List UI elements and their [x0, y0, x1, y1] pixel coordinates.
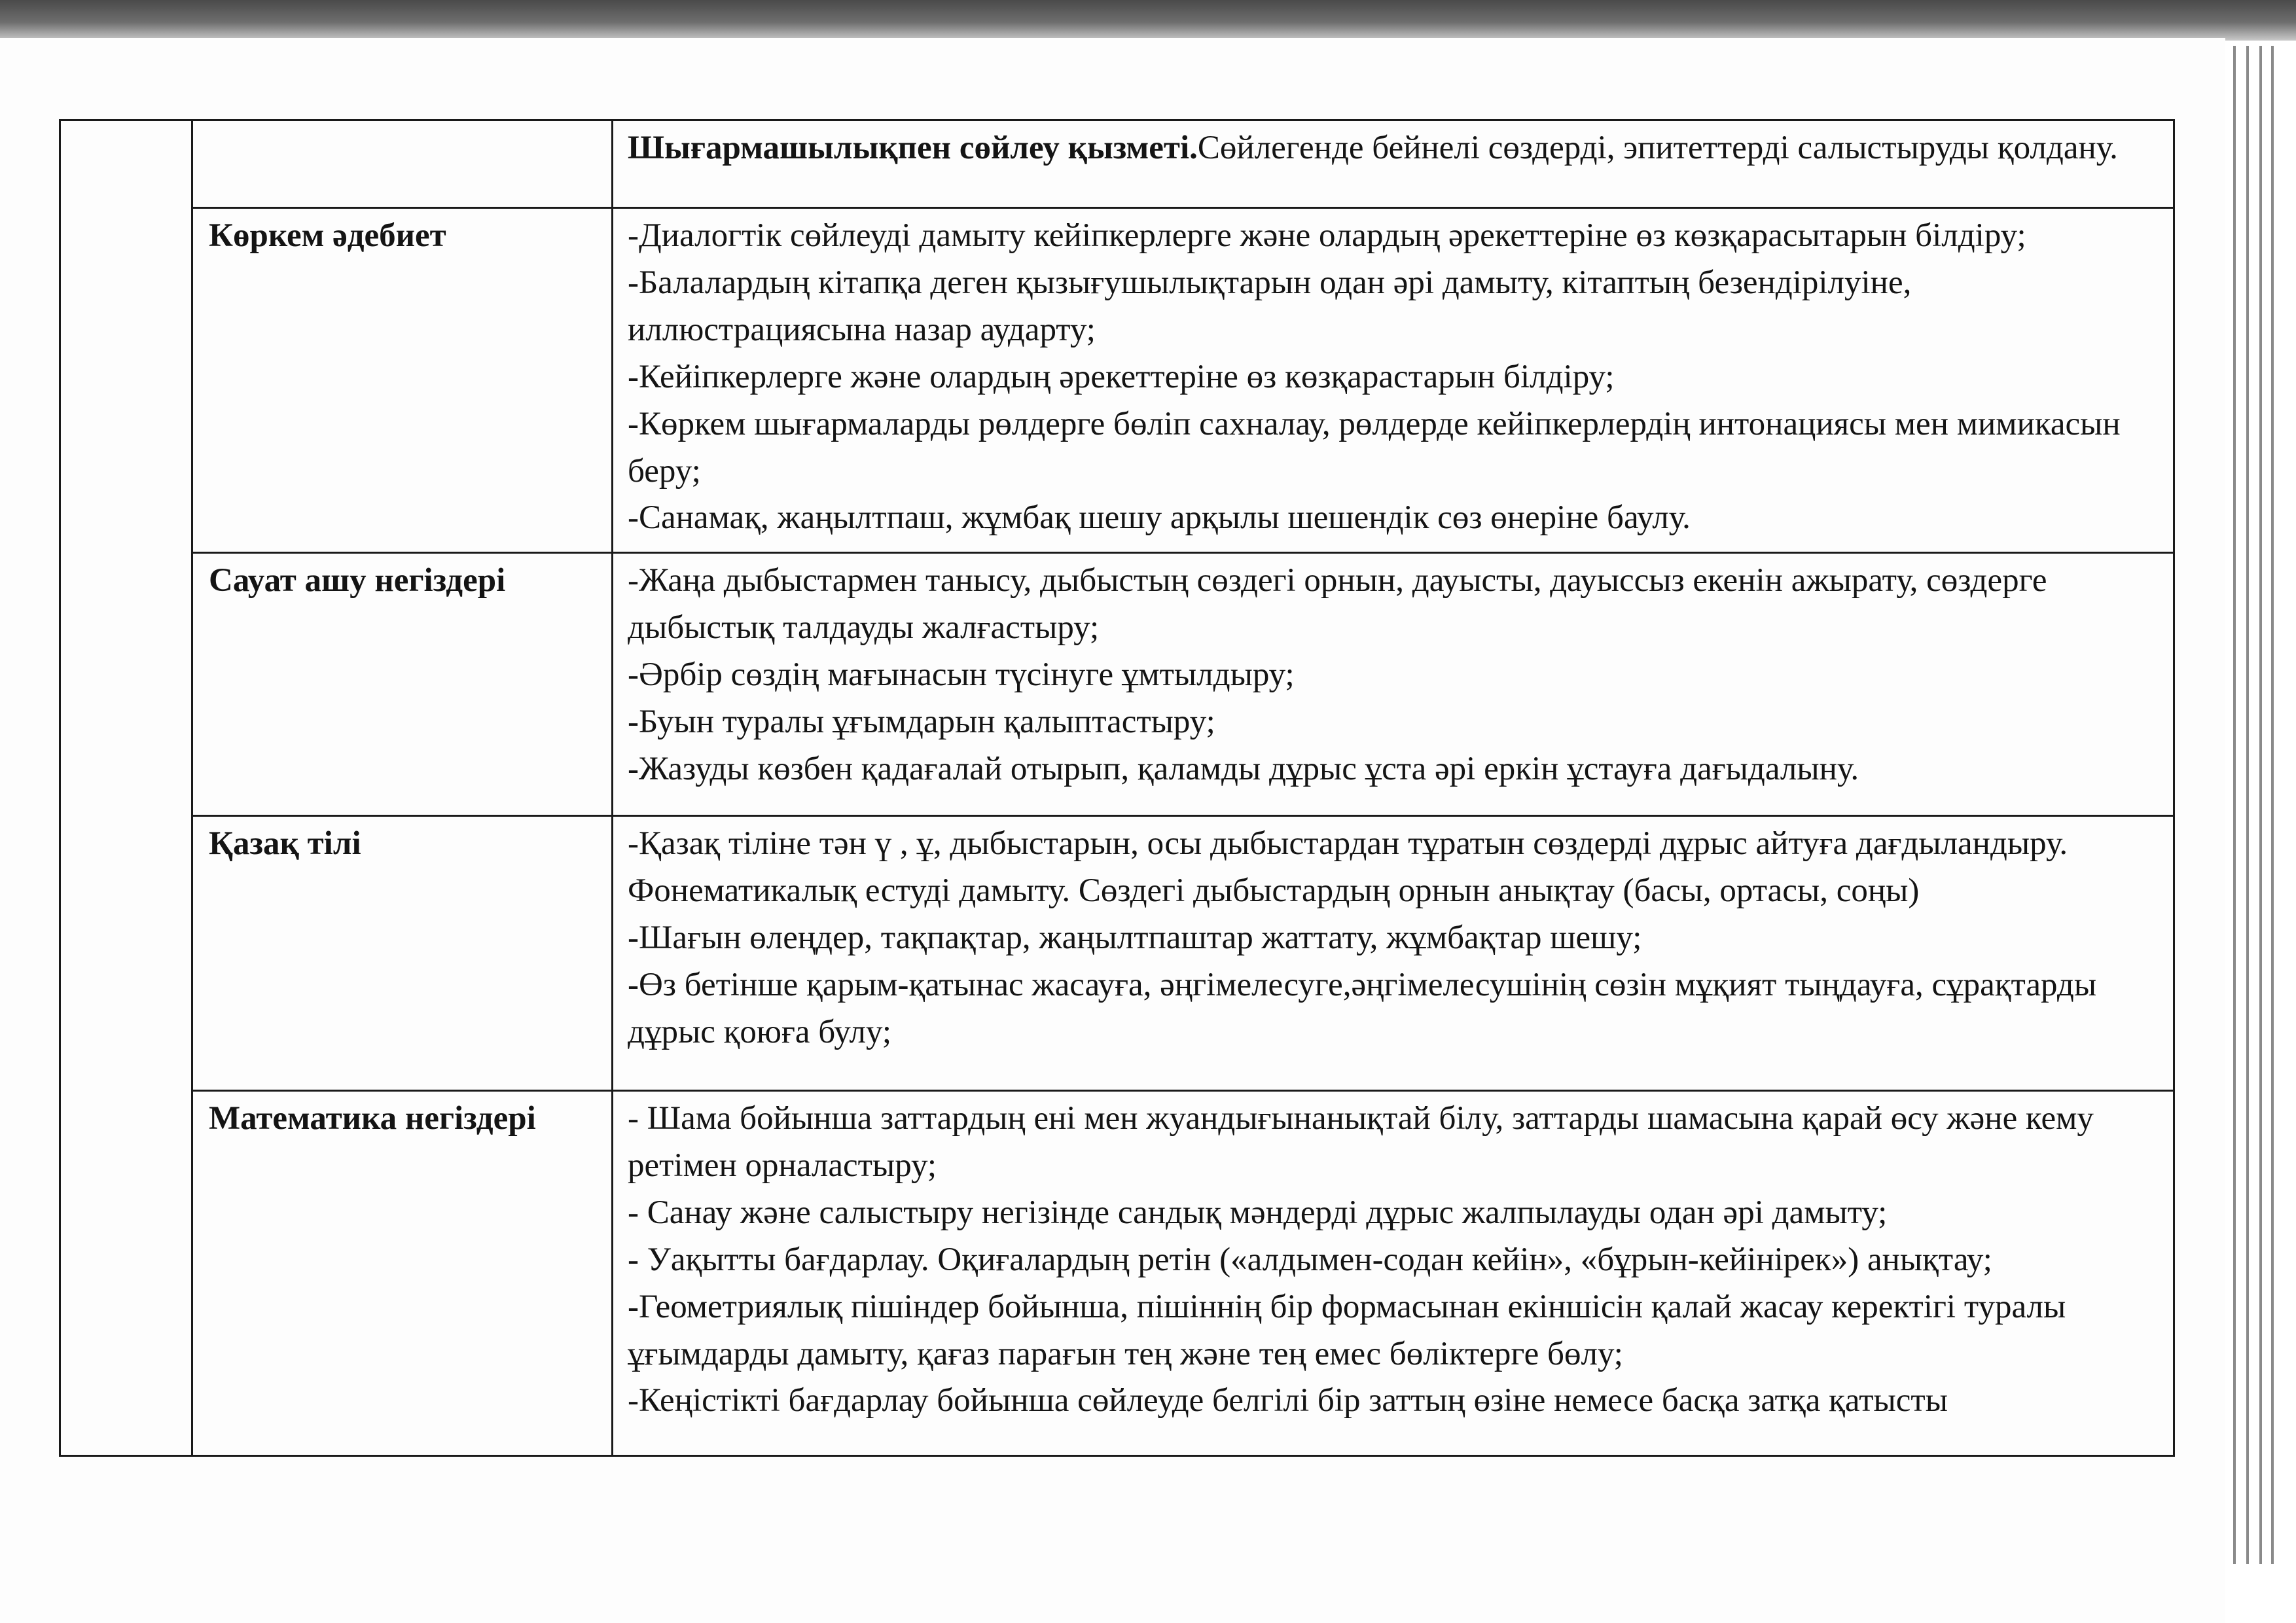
subject-cell: Математика негіздері — [192, 1091, 613, 1456]
table-row — [60, 208, 2174, 553]
page-edge-1 — [2233, 46, 2236, 1564]
content-line: -Кейіпкерлерге және олардың әрекеттеріне өз көзқарастарын білдіру; — [628, 358, 1615, 395]
content-cell — [613, 120, 2174, 208]
content-line: -Қазақ тіліне тән ү , ұ, дыбыстарын, осы дыбыстардан тұратын сөздерді дұрыс айтуға дағдыландыру. Фонематикалық естуді дамыту. Сөздегі дыбыстардың орнын анықтау (басы, ортасы, соңы) — [628, 825, 2068, 909]
page-edge-2 — [2246, 46, 2249, 1564]
scan-shadow-top — [0, 0, 2296, 41]
table-row — [60, 553, 2174, 816]
content-line: Сөйлегенде бейнелі сөздерді, эпитеттерді салыстыруды қолдану. — [1197, 130, 2118, 166]
content-cell — [613, 553, 2174, 816]
content-cell — [613, 208, 2174, 553]
page-edge-4 — [2271, 46, 2274, 1564]
content-line: -Шағын өлеңдер, тақпақтар, жаңылтпаштар жаттату, жұмбақтар шешу; — [628, 919, 1642, 956]
table-row — [60, 1091, 2174, 1456]
content-line: -Санамақ, жаңылтпаш, жұмбақ шешу арқылы шешендік сөз өнеріне баулу. — [628, 499, 1691, 537]
content-line: -Геометриялық пішіндер бойынша, пішіннің бір формасынан екіншісін қалай жасау керектігі туралы ұғымдарды дамыту, қағаз парағын тең және тең емес бөліктерге бөлу; — [628, 1288, 2066, 1372]
subject-cell — [192, 120, 613, 208]
content-line: -Әрбір сөздің мағынасын түсінуге ұмтылдыру; — [628, 656, 1295, 693]
content-cell — [613, 816, 2174, 1091]
table-row — [60, 120, 2174, 208]
curriculum-table — [59, 119, 2175, 1457]
content-line: -Кеңістікті бағдарлау бойынша сөйлеуде белгілі бір заттың өзіне немесе басқа затқа қатысты — [628, 1382, 1948, 1419]
section-heading: Шығармашылықпен сөйлеу қызметі. — [628, 130, 1198, 166]
subject-cell: Көркем әдебиет — [192, 208, 613, 553]
content-line: - Шама бойынша заттардың ені мен жуандығынанықтай білу, заттарды шамасына қарай өсу және кему ретімен орналастыру; — [628, 1100, 2094, 1184]
page-edge-3 — [2259, 46, 2262, 1564]
content-line: -Жаңа дыбыстармен танысу, дыбыстың сөздегі орнын, дауысты, дауыссыз екенін ажырату, сөздерге дыбыстық талдауды жалғастыру; — [628, 562, 2047, 646]
content-line: - Санау және салыстыру негізінде сандық мәндерді дұрыс жалпылауды одан әрі дамыту; — [628, 1194, 1888, 1231]
content-line: -Жазуды көзбен қадағалай отырып, қаламды дұрыс ұста әрі еркін ұстауға дағыдалыну. — [628, 750, 1859, 787]
blank-column-cell — [60, 120, 192, 1456]
content-line: - Уақытты бағдарлау. Оқиғалардың ретін («алдымен-содан кейін», «бұрын-кейінірек») анықтау; — [628, 1241, 1992, 1278]
subject-cell: Сауат ашу негіздері — [192, 553, 613, 816]
table-row — [60, 816, 2174, 1091]
content-line: -Балалардың кітапқа деген қызығушылықтарын одан әрі дамыту, кітаптың безендірілуіне, иллюстрациясына назар аударту; — [628, 264, 1912, 348]
content-line: -Өз бетінше қарым-қатынас жасауға, әңгімелесуге,әңгімелесушінің сөзін мұқият тыңдауға, сұрақтарды дұрыс қоюға булу; — [628, 966, 2097, 1050]
content-line: -Диалогтік сөйлеуді дамыту кейіпкерлерге және олардың әрекеттеріне өз көзқарасытарын білдіру; — [628, 217, 2026, 254]
content-line: -Көркем шығармаларды рөлдерге бөліп сахналау, рөлдерде кейіпкерлердің интонациясы мен мимикасын беру; — [628, 405, 2121, 490]
content-cell — [613, 1091, 2174, 1456]
content-line: -Буын туралы ұғымдарын қалыптастыру; — [628, 703, 1215, 740]
subject-cell: Қазақ тілі — [192, 816, 613, 1091]
